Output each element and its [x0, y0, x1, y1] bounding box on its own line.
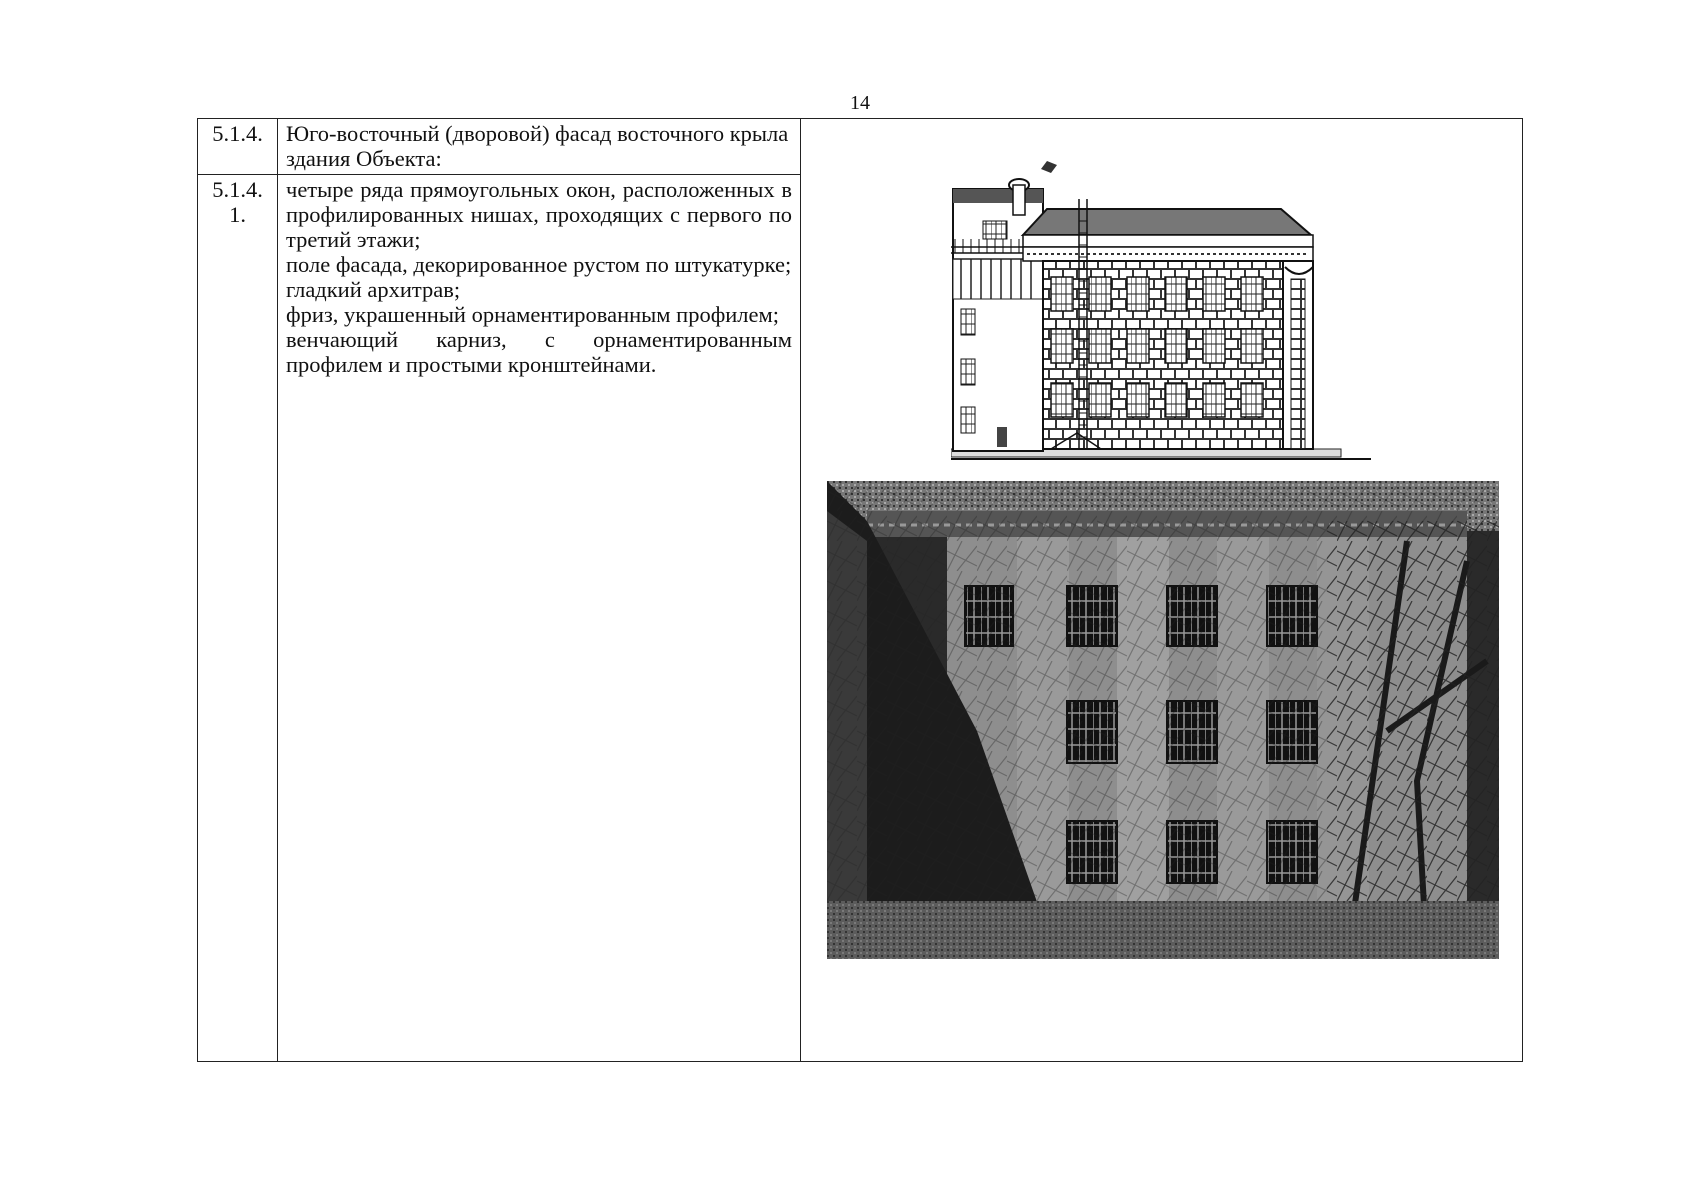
description-line: фриз, украшенный орнаментированным профилем;	[286, 302, 780, 327]
section-title: Юго-восточный (дворовой) фасад восточного крыла здания Объекта:	[278, 119, 801, 175]
courtyard-facade-photo	[827, 481, 1499, 959]
description-line: венчающий карниз, с орнаментированным профилем и простыми кронштейнами.	[286, 327, 792, 377]
description-line: гладкий архитрав;	[286, 277, 461, 302]
section-number: 5.1.4.	[198, 119, 278, 175]
subsection-number: 5.1.4. 1.	[198, 175, 278, 1062]
page-number: 14	[850, 92, 870, 114]
section-table	[197, 118, 1523, 1062]
table-row	[198, 119, 1523, 175]
description-line: поле фасада, декорированное рустом по штукатурке;	[286, 252, 792, 277]
description-line: четыре ряда прямоугольных окон, расположенных в профилированных нишах, проходящих с первого по третий этажи;	[286, 177, 792, 252]
facade-elevation-drawing	[951, 149, 1371, 469]
subsection-description	[278, 175, 801, 1062]
illustration-cell	[801, 119, 1523, 1062]
